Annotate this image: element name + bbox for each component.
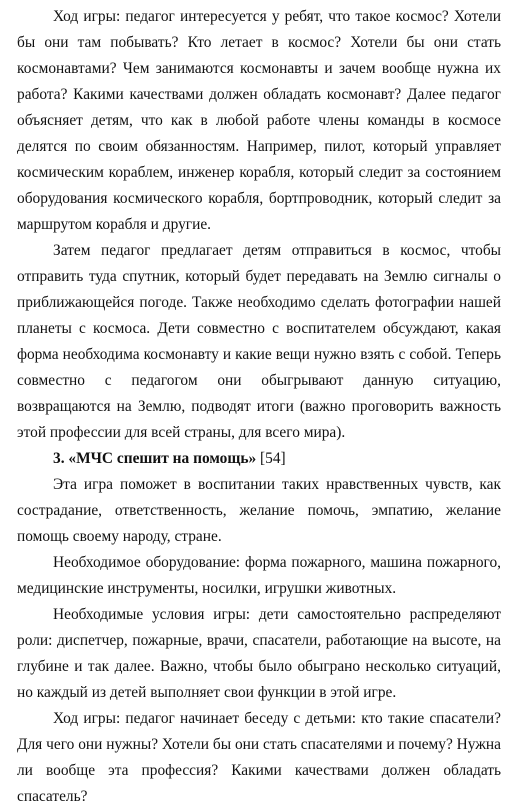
- paragraph-game-course: Ход игры: педагог интересуется у ребят, что такое космос? Хотели бы они там побывать? Кто летает в космос? Хотели бы они стать космонавтами? Чем занимаются космонавты и зачем вообще нужна их работа? Какими качествами должен обладать космонавт? Далее педагог объясняет детям, что как в любой работе члены команды в космосе делятся по своим обязанностям. Например, пилот, который управляет космическим кораблем, инженер корабля, который следит за состоянием оборудования космического корабля, бортпроводник, который следит за маршрутом корабля и другие.: [17, 8, 501, 233]
- paragraph-equipment: Необходимое оборудование: форма пожарного, машина пожарного, медицинские инструменты, носилки, игрушки животных.: [17, 554, 501, 597]
- paragraph-space-trip: Затем педагог предлагает детям отправиться в космос, чтобы отправить туда спутник, который будет передавать на Землю сигналы о приближающейся погоде. Также необходимо сделать фотографии нашей планеты с космоса. Дети совместно с воспитателем обсуждают, какая форма необходима космонавту и какие вещи нужно взять с собой. Теперь совместно с педагогом они обыгрывают данную ситуацию, возвращаются на Землю, подводят итоги (важно проговорить важность этой профессии для всей страны, для всего мира).: [17, 242, 501, 441]
- paragraph-conditions: Необходимые условия игры: дети самостоятельно распределяют роли: диспетчер, пожарные, врачи, спасатели, работающие на высоте, на глубине и так далее. Важно, чтобы было обыграно несколько ситуаций, но каждый из детей выполняет свои функции в этой игре.: [17, 606, 501, 701]
- section-heading: [17, 446, 501, 472]
- paragraph-game-course-rescue: Ход игры: педагог начинает беседу с детьми: кто такие спасатели? Для чего они нужны? Хотели бы они стать спасателями и почему? Нужна ли вообще эта профессия? Какими качествами должен обладать спасатель?: [17, 710, 501, 805]
- section-heading-reference: [54]: [256, 450, 286, 467]
- paragraph-game-purpose: Эта игра поможет в воспитании таких нравственных чувств, как сострадание, ответственность, желание помочь, эмпатию, желание помощь своему народу, стране.: [17, 476, 501, 545]
- section-heading-title: 3. «МЧС спешит на помощь»: [53, 450, 257, 467]
